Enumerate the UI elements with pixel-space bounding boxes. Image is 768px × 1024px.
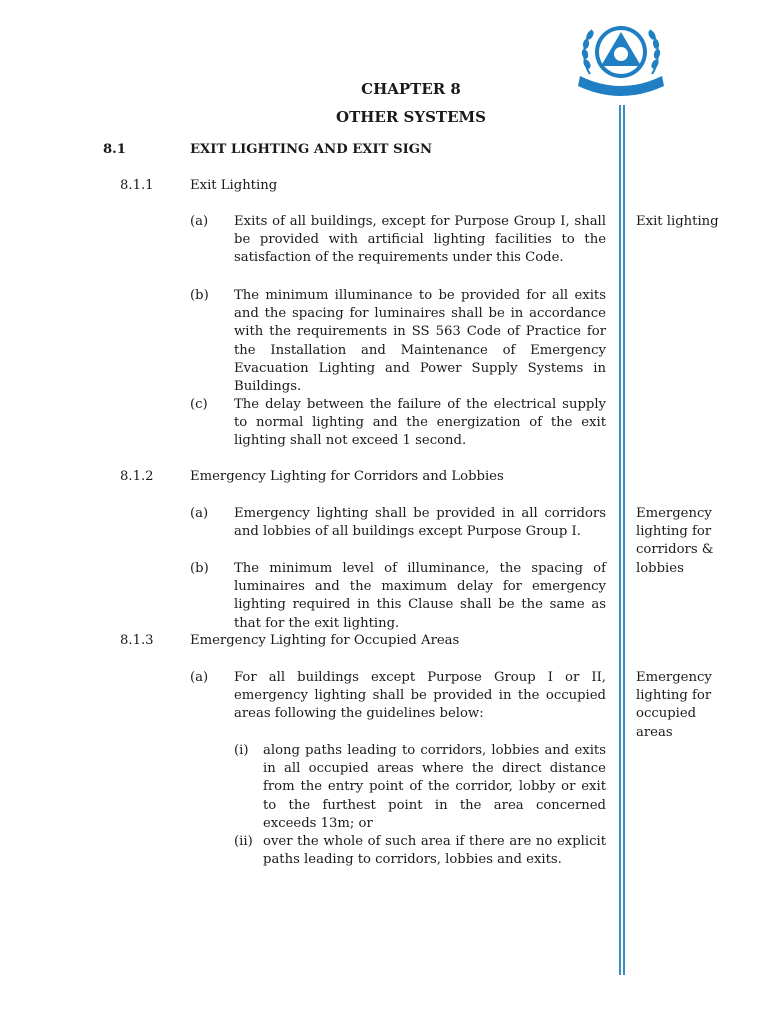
clause-label: (b) xyxy=(190,561,209,576)
clause-label: (a) xyxy=(190,214,209,229)
subsection-title: Emergency Lighting for Occupied Areas xyxy=(190,633,460,648)
clause-label: (a) xyxy=(190,670,209,685)
subsection-number: 8.1.3 xyxy=(120,633,154,648)
subclause-text: along paths leading to corridors, lobbies and exits in all occupied areas where the direct distance from the entry point of the corridor, lobby or exit to the furthest point in the area concerned exceeds 13m; or xyxy=(263,743,606,831)
margin-note: Emergency lighting for corridors & lobbies xyxy=(636,506,714,576)
subsection-title: Exit Lighting xyxy=(190,178,278,193)
subsection-number: 8.1.1 xyxy=(120,178,154,193)
section-title: EXIT LIGHTING AND EXIT SIGN xyxy=(190,142,433,157)
clause-label: (a) xyxy=(190,506,209,521)
chapter-number: CHAPTER 8 xyxy=(361,80,461,98)
subsection-title: Emergency Lighting for Corridors and Lobbies xyxy=(190,469,504,484)
clause-label: (b) xyxy=(190,288,209,303)
margin-note: Emergency lighting for occupied areas xyxy=(636,670,712,740)
clause-text: Exits of all buildings, except for Purpose Group I, shall be provided with artificial lighting facilities to the satisfaction of the requirements under this Code. xyxy=(234,214,606,266)
clause-text: The minimum illuminance to be provided for all exits and the spacing for luminaires shall be in accordance with the requirements in SS 563 Code of Practice for the Installation and Maintenance of Emergency Evacuation Lighting and Power Supply Systems in Buildings. xyxy=(234,288,606,395)
margin-rule-right xyxy=(623,105,625,975)
section-number: 8.1 xyxy=(103,142,126,157)
clause-label: (c) xyxy=(190,397,208,412)
subsection-number: 8.1.2 xyxy=(120,469,154,484)
chapter-title: OTHER SYSTEMS xyxy=(336,108,486,126)
clause-text: Emergency lighting shall be provided in all corridors and lobbies of all buildings except Purpose Group I. xyxy=(234,506,606,540)
subclause-label: (ii) xyxy=(234,834,253,849)
margin-rule-left xyxy=(619,105,621,975)
clause-text: For all buildings except Purpose Group I or II, emergency lighting shall be provided in the occupied areas following the guidelines below: xyxy=(234,670,606,722)
subclause-text: over the whole of such area if there are no explicit paths leading to corridors, lobbies and exits. xyxy=(263,834,606,868)
subclause-label: (i) xyxy=(234,743,249,758)
margin-note: Exit lighting xyxy=(636,214,719,229)
clause-text: The minimum level of illuminance, the spacing of luminaires and the maximum delay for emergency lighting required in this Clause shall be the same as that for the exit lighting. xyxy=(234,561,606,631)
clause-text: The delay between the failure of the electrical supply to normal lighting and the energization of the exit lighting shall not exceed 1 second. xyxy=(234,397,606,449)
